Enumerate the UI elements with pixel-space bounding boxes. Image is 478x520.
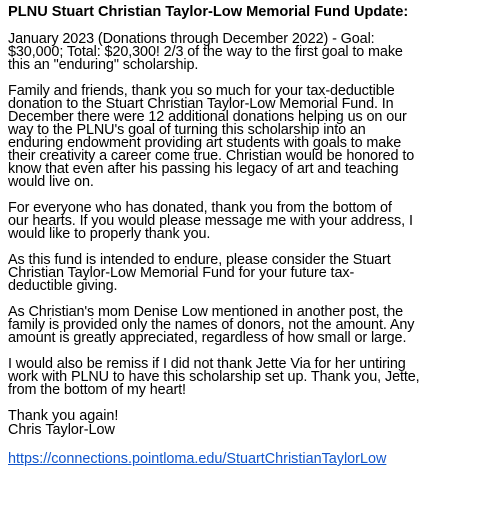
paragraph-line: deductible giving.	[8, 278, 118, 294]
paragraph-line: would like to properly thank you.	[8, 226, 211, 242]
paragraph-line: know that even after his passing his legacy of art and teaching	[8, 161, 399, 177]
paragraph-line: way to the PLNU's goal of turning this scholarship into an	[8, 122, 366, 138]
paragraph-thanks	[8, 85, 470, 189]
paragraph-donors	[8, 202, 470, 241]
paragraph-line: this an "enduring" scholarship.	[8, 57, 199, 73]
paragraph-line: I would also be remiss if I did not thank Jette Via for her untiring	[8, 356, 406, 372]
paragraph-line: our hearts. If you would please message me with your address, I	[8, 213, 413, 229]
paragraph-line: As Christian's mom Denise Low mentioned in another post, the	[8, 304, 404, 320]
paragraph-line: Christian Taylor-Low Memorial Fund for your future tax-	[8, 265, 355, 281]
paragraph-update	[8, 33, 470, 72]
signoff-name: Chris Taylor-Low	[8, 421, 115, 438]
paragraph-line: their creativity a career come true. Christian would be honored to	[8, 148, 415, 164]
document-title: PLNU Stuart Christian Taylor-Low Memorial Fund Update:	[8, 4, 409, 20]
signoff	[8, 410, 470, 437]
paragraph-line: As this fund is intended to endure, please consider the Stuart	[8, 252, 391, 268]
fund-link[interactable]: https://connections.pointloma.edu/StuartChristianTaylorLow	[8, 451, 387, 467]
signoff-line: Thank you again!	[8, 408, 119, 424]
paragraph-line: donation to the Stuart Christian Taylor-Low Memorial Fund. In	[8, 96, 394, 112]
paragraph-line: For everyone who has donated, thank you from the bottom of	[8, 200, 392, 216]
paragraph-line: would live on.	[8, 174, 94, 190]
paragraph-line: from the bottom of my heart!	[8, 382, 186, 398]
paragraph-line: amount is greatly appreciated, regardless of how small or large.	[8, 330, 407, 346]
paragraph-line: January 2023 (Donations through December 2022) - Goal:	[8, 31, 375, 47]
paragraph-line: enduring endowment providing art students with goals to make	[8, 135, 402, 151]
paragraph-line: Family and friends, thank you so much for your tax-deductible	[8, 83, 395, 99]
paragraph-jette	[8, 358, 470, 397]
paragraph-line: December there were 12 additional donations helping us on our	[8, 109, 407, 125]
paragraph-line: $30,000; Total: $20,300! 2/3 of the way to the first goal to make	[8, 44, 403, 60]
paragraph-line: family is provided only the names of donors, not the amount. Any	[8, 317, 415, 333]
paragraph-amounts	[8, 306, 470, 345]
paragraph-line: work with PLNU to have this scholarship set up. Thank you, Jette,	[8, 369, 420, 385]
paragraph-endure	[8, 254, 470, 293]
